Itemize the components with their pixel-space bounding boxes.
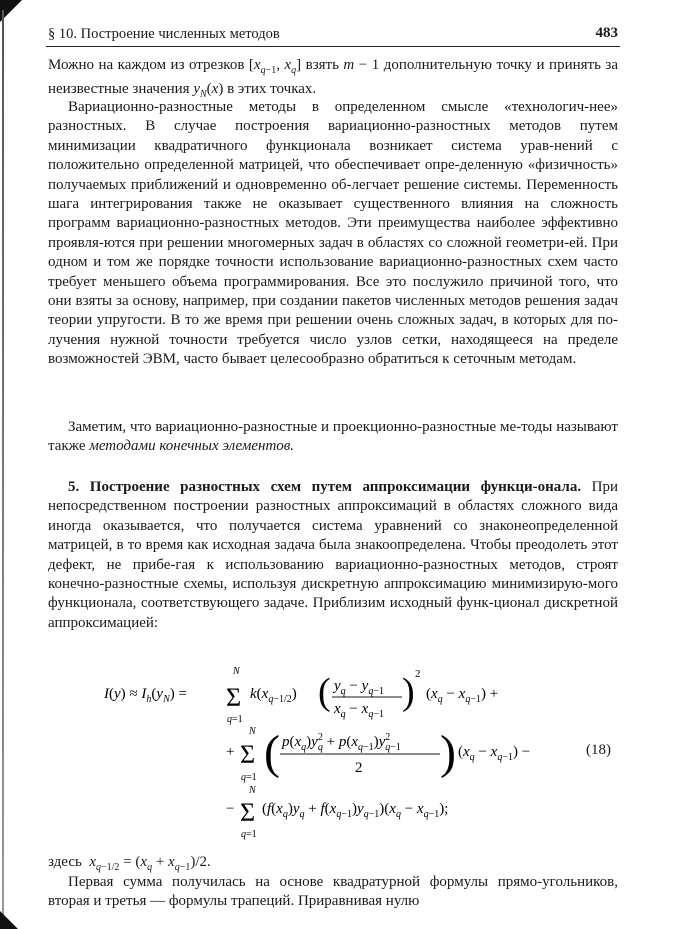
formula-line-2: [226, 726, 530, 783]
svg-text:2: 2: [415, 668, 421, 680]
svg-text:+: +: [226, 744, 235, 760]
paragraph-intro-text: Можно на каждом из отрезков [$x_{q-1}$, $x_q$] взять m − 1 дополнительную точку и принять за неизвестные значения $y_N(x)$ в этих точках.: [48, 57, 619, 101]
formula-note-text: здесь $x_{q-1/2} = (x_q + x_{q-1})/2$.: [48, 854, 211, 873]
svg-text:q=1: q=1: [241, 772, 257, 783]
svg-text:Σ: Σ: [226, 683, 242, 712]
svg-text:(f(xq)yq + f(xq−1)yq−1)(xq − x: $(f(x_q)y_q + f(x_{q-1})y_{q-1})(x_q - x_{q-1})$;: [262, 801, 449, 820]
fem-term: методами конечных элементов.: [89, 438, 295, 455]
section-heading: 5. Построение разностных схем путем аппроксимации функци-онала.: [68, 479, 582, 495]
formula-18: [0, 660, 694, 845]
paragraph-fem-note: [48, 418, 618, 457]
svg-text:q=1: q=1: [241, 829, 257, 840]
svg-text:2: 2: [355, 760, 363, 776]
paragraph-quadrature: Первая сумма получилась на основе квадратурной формулы прямо-угольников, вторая и третья — формулы трапеций. Приравнивая нулю: [48, 874, 618, 910]
svg-text:N: N: [233, 666, 240, 677]
paragraph-section-5: [48, 478, 618, 633]
svg-text:k(xq−1/2): $k(x_{q-1/2})$: [250, 686, 297, 705]
fem-note-text: Заметим, что вариационно-разностные и проекционно-разностные ме-тоды называют также: [48, 419, 618, 455]
svg-text:q=1: q=1: [227, 714, 243, 725]
paragraph-advantages: Вариационно-разностные методы в определенном смысле «технологич-нее» разностных. В случае построения вариационно-разностных методов путем минимизации квадратичного функционала возникает система урав-нений с положительно определенной матрицей, что обеспечивает опре-деленную «физичность» получаемых приближений и одновременно об-легчает решение системы. Переменность шага интегрирования также не оказывает существенного влияния на сложность программ вариационно-разностных методов. Эти преимущества наиболее эффективно проявля-ются при решении многомерных задач в областях со сложной геометри-ей. При одном и том же порядке точности использование вариационно-разностных схем часто требует меньшего объема программирования. Все это послужило причиной того, что они взяты за основу, например, при создании пакетов численных методов решения задач теории упругости. В то же время при решении очень сложных задач, в которых для по-лучения нужной точности требуется число узлов сетки, находящееся на пределе возможностей ЭВМ, часто бывает целесообразно обратиться к сеточным методам.: [48, 99, 618, 368]
svg-text:(xq − xq−1) +: $(x_q - x_{q-1})$ +: [426, 686, 499, 705]
svg-text:(xq − xq−1) −: $(x_q - x_{q-1})$ −: [458, 744, 531, 763]
svg-text:I(y) ≈ Ih(yN) =: $I(y) \approx I_h(y_N)$ =: [104, 686, 187, 705]
running-head: [46, 22, 620, 47]
section-5-body: При непосредственном построении разностных аппроксимаций в областях сложного вида иногда оказывается, что получается система уравнений со знаконеопределенной матрицей, в то время как исходная задача была знакоопределена. Чтобы преодолеть этот дефект, не прибе-гая к использованию вариационно-разностных методов, строят конечно-разностные схемы, используя дискретную аппроксимацию минимизирую-мого функционала, соответствующего задаче. Приблизим исходный функ-ционал дискретной аппроксимацией:: [48, 479, 618, 631]
section-title: § 10. Построение численных методов: [48, 26, 280, 42]
svg-text:): ): [402, 671, 415, 713]
page-number: 483: [595, 25, 618, 41]
svg-text:yq − yq−1: $y_q - y_{q-1}$: [334, 678, 384, 697]
svg-text:xq − xq−1: $x_q - x_{q-1}$: [334, 701, 384, 720]
svg-text:Σ: Σ: [240, 740, 256, 769]
equation-number: (18): [586, 742, 611, 758]
svg-text:(: (: [318, 671, 331, 713]
page-corner-mark-bottom: [0, 911, 18, 929]
svg-text:N: N: [249, 785, 256, 796]
svg-text:p(xq)y2q + p(xq−1)y2q−1: $p(x_q)y^2$ $q + p(x_{q-1})y^2$ q−1: [282, 732, 401, 753]
svg-text:Σ: Σ: [240, 798, 256, 827]
svg-text:): ): [440, 726, 456, 779]
formula-line-1: [103, 666, 498, 725]
svg-text:(: (: [264, 726, 280, 779]
svg-text:N: N: [249, 726, 256, 737]
formula-line-3: [226, 785, 448, 840]
svg-text:−: −: [226, 801, 235, 817]
